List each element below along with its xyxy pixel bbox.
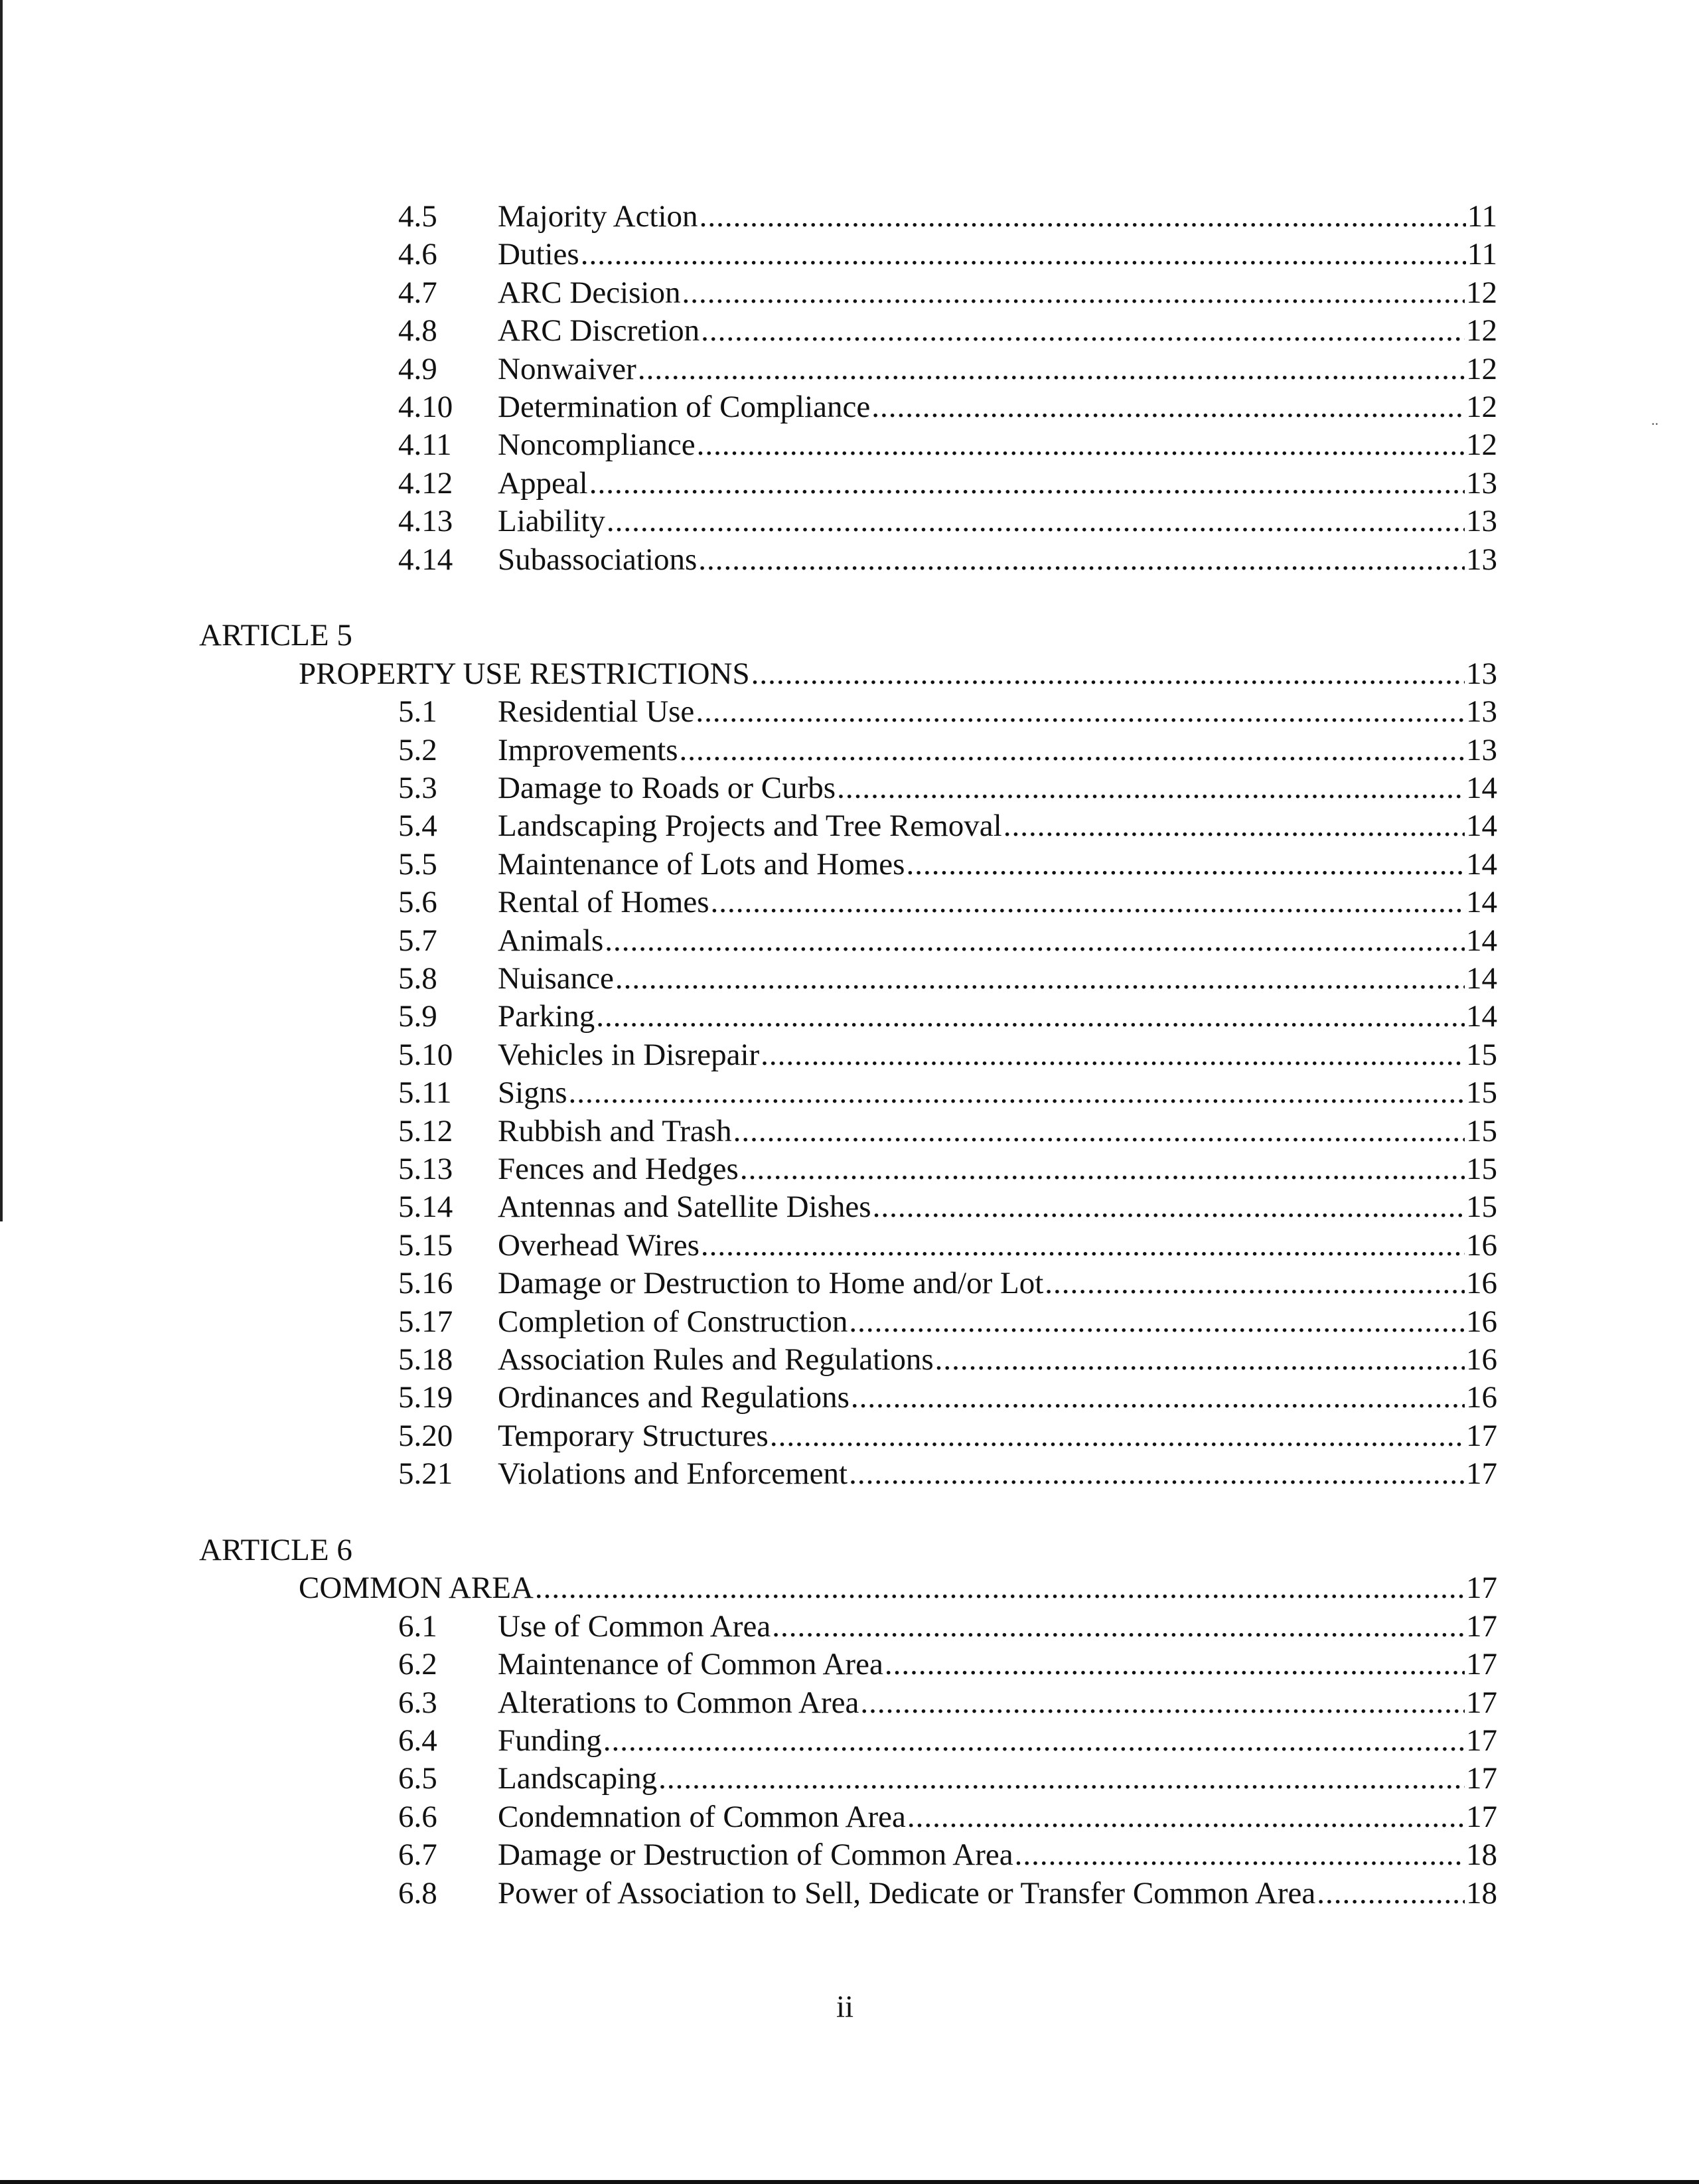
section-title: Noncompliance [498, 428, 696, 463]
section-number: 6.2 [398, 1647, 437, 1682]
section-number: 4.10 [398, 390, 453, 424]
toc-entry[interactable] [0, 1341, 1699, 1379]
toc-entry[interactable] [0, 1455, 1699, 1493]
section-number: 5.11 [398, 1075, 452, 1111]
page-ref: 17 [1466, 1418, 1497, 1453]
toc-entry[interactable] [0, 1188, 1699, 1226]
page-ref: 15 [1466, 1075, 1497, 1111]
dot-leader [935, 1341, 1465, 1379]
toc-entry-line [498, 236, 1497, 273]
toc-entry[interactable] [0, 503, 1699, 540]
section-number: 4.5 [398, 199, 437, 234]
page-ref: 18 [1466, 1837, 1497, 1873]
dot-leader [581, 236, 1466, 273]
section-number: 5.16 [398, 1266, 453, 1301]
section-title: Damage to Roads or Curbs [498, 771, 836, 805]
section-number: 5.5 [398, 846, 437, 882]
toc-entry[interactable] [0, 426, 1699, 464]
section-number: 5.8 [398, 961, 437, 996]
section-title: Maintenance of Common Area [498, 1647, 883, 1682]
section-title: Funding [498, 1723, 602, 1758]
toc-entry-line [498, 1036, 1497, 1074]
page-ref: 17 [1466, 1647, 1497, 1682]
page-ref: 17 [1466, 1799, 1497, 1834]
page-ref: 14 [1466, 809, 1497, 844]
section-number: 5.9 [398, 999, 437, 1034]
section-number: 6.5 [398, 1761, 437, 1796]
section-title: Rubbish and Trash [498, 1113, 732, 1148]
toc-entry-line [498, 1608, 1497, 1646]
page-ref: 12 [1466, 275, 1497, 310]
dot-leader [596, 998, 1465, 1036]
dot-leader [772, 1608, 1465, 1646]
toc-entry-line [498, 1341, 1497, 1379]
toc-entry-line [498, 1455, 1497, 1493]
page-ref: 16 [1466, 1266, 1497, 1301]
toc-entry[interactable] [0, 1684, 1699, 1722]
dot-leader [1045, 1265, 1465, 1302]
page-ref: 16 [1466, 1380, 1497, 1415]
section-title: Nonwaiver [498, 351, 636, 386]
page-ref: 13 [1466, 504, 1497, 539]
page-ref: 17 [1466, 1571, 1497, 1606]
toc-entry[interactable] [0, 1036, 1699, 1074]
section-number: 4.9 [398, 351, 437, 386]
section-title: Vehicles in Disrepair [498, 1037, 760, 1072]
dot-leader [589, 465, 1465, 503]
page-ref: 14 [1466, 846, 1497, 882]
toc-entry[interactable] [0, 732, 1699, 769]
dot-leader [873, 1188, 1465, 1226]
section-title: ARC Decision [498, 275, 681, 310]
page-ref: 17 [1466, 1608, 1497, 1644]
page-ref: 13 [1466, 656, 1497, 691]
toc-entry-line [498, 1113, 1497, 1150]
toc-entry-line [498, 884, 1497, 921]
toc-entry-line [498, 922, 1497, 960]
section-title: Majority Action [498, 199, 698, 234]
page-ref: 15 [1466, 1190, 1497, 1225]
section-number: 6.4 [398, 1723, 437, 1758]
page-ref: 11 [1467, 237, 1497, 272]
toc-entry[interactable] [0, 1303, 1699, 1341]
toc-entry[interactable] [0, 1875, 1699, 1912]
section-title: Residential Use [498, 694, 695, 730]
scan-speck: .. [1651, 412, 1659, 428]
dot-leader [733, 1113, 1465, 1150]
toc-entry-line [498, 732, 1497, 769]
toc-entry-line [498, 274, 1497, 312]
toc-entry-line [498, 312, 1497, 350]
dot-leader [1003, 807, 1465, 845]
dot-leader [607, 503, 1465, 540]
section-number: 4.7 [398, 275, 437, 310]
toc-entry[interactable] [0, 693, 1699, 731]
dot-leader [770, 1417, 1465, 1455]
page-ref: 13 [1466, 542, 1497, 577]
toc-entry-line [498, 693, 1497, 731]
toc-entry-line [498, 1379, 1497, 1417]
toc-entry[interactable] [0, 312, 1699, 350]
dot-leader [885, 1646, 1465, 1683]
section-title: Parking [498, 999, 595, 1034]
toc-entry[interactable] [0, 1798, 1699, 1836]
section-number: 4.13 [398, 504, 453, 539]
article-title: COMMON AREA [299, 1571, 534, 1606]
article-title-entry[interactable] [299, 1569, 1497, 1607]
toc-entry-line [498, 846, 1497, 884]
toc-entry-line [498, 998, 1497, 1036]
section-number: 5.2 [398, 732, 437, 767]
section-title: Duties [498, 237, 579, 272]
section-title: Animals [498, 923, 604, 958]
toc-entry-line [498, 1646, 1497, 1683]
page-ref: 12 [1466, 313, 1497, 349]
section-title: Rental of Homes [498, 885, 709, 920]
toc-entry[interactable] [0, 236, 1699, 273]
section-title: Overhead Wires [498, 1227, 700, 1263]
toc-entry-line [498, 198, 1497, 236]
toc-entry[interactable] [0, 807, 1699, 845]
page-ref: 16 [1466, 1227, 1497, 1263]
page-ref: 16 [1466, 1342, 1497, 1377]
page-ref: 16 [1466, 1304, 1497, 1339]
dot-leader [658, 1760, 1465, 1798]
section-number: 5.12 [398, 1113, 453, 1148]
toc-entry-line [498, 1798, 1497, 1836]
section-number: 6.3 [398, 1685, 437, 1720]
toc-entry[interactable] [0, 1265, 1699, 1302]
toc-entry-line [498, 541, 1497, 579]
page-ref: 15 [1466, 1037, 1497, 1072]
toc-entry-line [498, 1417, 1497, 1455]
section-number: 4.11 [398, 428, 452, 463]
dot-leader [603, 1722, 1465, 1760]
toc-entry[interactable] [0, 884, 1699, 921]
section-number: 6.8 [398, 1875, 437, 1911]
section-number: 5.18 [398, 1342, 453, 1377]
section-number: 6.6 [398, 1799, 437, 1834]
dot-leader [740, 1150, 1465, 1188]
dot-leader [605, 922, 1465, 960]
toc-entry[interactable] [0, 998, 1699, 1036]
section-title: Power of Association to Sell, Dedicate or Transfer Common Area [498, 1875, 1316, 1911]
toc-entry[interactable] [0, 769, 1699, 807]
dot-leader [569, 1074, 1465, 1112]
section-title: Damage or Destruction to Home and/or Lot [498, 1266, 1044, 1301]
page-ref: 13 [1466, 694, 1497, 730]
section-title: Violations and Enforcement [498, 1456, 848, 1492]
section-title: Subassociations [498, 542, 698, 577]
dot-leader [535, 1569, 1465, 1607]
page-ref: 17 [1466, 1723, 1497, 1758]
page-ref: 14 [1466, 771, 1497, 805]
toc-entry-line [498, 960, 1497, 998]
page-ref: 14 [1466, 999, 1497, 1034]
page-number: ii [836, 1989, 854, 2024]
toc-entry-line [498, 465, 1497, 503]
dot-leader [696, 693, 1465, 731]
toc-entry[interactable] [0, 274, 1699, 312]
dot-leader [698, 541, 1465, 579]
section-number: 5.10 [398, 1037, 453, 1072]
toc-entry-line [498, 1722, 1497, 1760]
page-ref: 17 [1466, 1456, 1497, 1492]
section-number: 4.8 [398, 313, 437, 349]
section-number: 4.14 [398, 542, 453, 577]
section-number: 5.21 [398, 1456, 453, 1492]
toc-entry-line [498, 807, 1497, 845]
dot-leader [1317, 1875, 1465, 1912]
dot-leader [907, 1798, 1465, 1836]
toc-entry-line [498, 1074, 1497, 1112]
page-ref: 14 [1466, 923, 1497, 958]
toc-entry-line [498, 1875, 1497, 1912]
section-number: 5.4 [398, 809, 437, 844]
page-ref: 12 [1466, 351, 1497, 386]
toc-entry[interactable] [0, 541, 1699, 579]
toc-entry-line [498, 1150, 1497, 1188]
toc-entry[interactable] [0, 846, 1699, 884]
dot-leader [697, 426, 1465, 464]
dot-leader [860, 1684, 1465, 1722]
section-number: 5.7 [398, 923, 437, 958]
toc-entry[interactable] [0, 198, 1699, 236]
toc-entry[interactable] [0, 351, 1699, 388]
section-number: 5.6 [398, 885, 437, 920]
toc-entry-line [498, 1684, 1497, 1722]
section-title: Use of Common Area [498, 1608, 771, 1644]
section-number: 5.1 [398, 694, 437, 730]
toc-entry-line [498, 1265, 1497, 1302]
dot-leader [682, 274, 1465, 312]
toc-entry[interactable] [0, 922, 1699, 960]
section-number: 5.3 [398, 771, 437, 805]
section-number: 5.19 [398, 1380, 453, 1415]
page-ref: 12 [1466, 390, 1497, 424]
section-number: 6.1 [398, 1608, 437, 1644]
dot-leader [751, 655, 1465, 693]
dot-leader [871, 388, 1465, 426]
dot-leader [837, 769, 1465, 807]
section-number: 5.14 [398, 1190, 453, 1225]
article-title: PROPERTY USE RESTRICTIONS [299, 656, 750, 691]
page-ref: 17 [1466, 1761, 1497, 1796]
dot-leader [761, 1036, 1465, 1074]
section-title: Landscaping Projects and Tree Removal [498, 809, 1002, 844]
page-ref: 15 [1466, 1113, 1497, 1148]
section-number: 5.15 [398, 1227, 453, 1263]
section-title: Nuisance [498, 961, 614, 996]
dot-leader [1015, 1836, 1465, 1874]
section-title: Damage or Destruction of Common Area [498, 1837, 1013, 1873]
toc-entry[interactable] [0, 1417, 1699, 1455]
toc-entry[interactable] [0, 960, 1699, 998]
page-ref: 13 [1466, 465, 1497, 501]
article-heading: ARTICLE 5 [199, 618, 352, 653]
page-ref: 12 [1466, 428, 1497, 463]
page-ref: 18 [1466, 1875, 1497, 1911]
toc-entry-line [498, 426, 1497, 464]
toc-entry-line [498, 769, 1497, 807]
scan-bottom-edge [0, 2180, 1699, 2184]
page-ref: 14 [1466, 961, 1497, 996]
section-title: Signs [498, 1075, 567, 1111]
toc-entry[interactable] [0, 1760, 1699, 1798]
dot-leader [701, 1227, 1465, 1265]
section-number: 4.12 [398, 465, 453, 501]
page-ref: 13 [1466, 732, 1497, 767]
section-title: Antennas and Satellite Dishes [498, 1190, 871, 1225]
toc-entry[interactable] [0, 1150, 1699, 1188]
toc-entry[interactable] [0, 388, 1699, 426]
page-ref: 14 [1466, 885, 1497, 920]
article-title-entry[interactable] [299, 655, 1497, 693]
dot-leader [701, 312, 1465, 350]
toc-entry[interactable] [0, 1074, 1699, 1112]
toc-entry[interactable] [0, 1646, 1699, 1683]
section-title: Maintenance of Lots and Homes [498, 846, 905, 882]
dot-leader [711, 884, 1465, 921]
section-title: Condemnation of Common Area [498, 1799, 906, 1834]
section-title: Appeal [498, 465, 588, 501]
section-title: Association Rules and Regulations [498, 1342, 934, 1377]
toc-entry[interactable] [0, 465, 1699, 503]
dot-leader [906, 846, 1465, 884]
toc-entry[interactable] [0, 1836, 1699, 1874]
toc-entry-line [498, 1188, 1497, 1226]
toc-entry-line [498, 351, 1497, 388]
page-ref: 11 [1467, 199, 1497, 234]
section-title: Fences and Hedges [498, 1152, 739, 1186]
dot-leader [638, 351, 1465, 388]
section-title: Ordinances and Regulations [498, 1380, 850, 1415]
toc-entry[interactable] [0, 1722, 1699, 1760]
section-title: ARC Discretion [498, 313, 700, 349]
toc-entry-line [498, 1836, 1497, 1874]
dot-leader [851, 1379, 1465, 1417]
section-title: Improvements [498, 732, 678, 767]
dot-leader [849, 1455, 1465, 1493]
toc-entry-line [498, 1303, 1497, 1341]
toc-entry-line [498, 1227, 1497, 1265]
section-title: Liability [498, 504, 605, 539]
section-title: Alterations to Common Area [498, 1685, 859, 1720]
section-number: 4.6 [398, 237, 437, 272]
section-number: 5.20 [398, 1418, 453, 1453]
toc-entry-line [498, 388, 1497, 426]
article-heading: ARTICLE 6 [199, 1533, 352, 1567]
toc-entry[interactable] [0, 1608, 1699, 1646]
toc-entry-line [498, 1760, 1497, 1798]
section-title: Determination of Compliance [498, 390, 871, 424]
section-number: 6.7 [398, 1837, 437, 1873]
toc-entry[interactable] [0, 1227, 1699, 1265]
section-number: 5.17 [398, 1304, 453, 1339]
dot-leader [615, 960, 1465, 998]
toc-entry[interactable] [0, 1113, 1699, 1150]
section-number: 5.13 [398, 1152, 453, 1186]
dot-leader [700, 198, 1466, 236]
dot-leader [849, 1303, 1465, 1341]
toc-entry[interactable] [0, 1379, 1699, 1417]
section-title: Temporary Structures [498, 1418, 769, 1453]
dot-leader [680, 732, 1465, 769]
section-title: Completion of Construction [498, 1304, 848, 1339]
page-ref: 15 [1466, 1152, 1497, 1186]
page-ref: 17 [1466, 1685, 1497, 1720]
section-title: Landscaping [498, 1761, 658, 1796]
toc-entry-line [498, 503, 1497, 540]
